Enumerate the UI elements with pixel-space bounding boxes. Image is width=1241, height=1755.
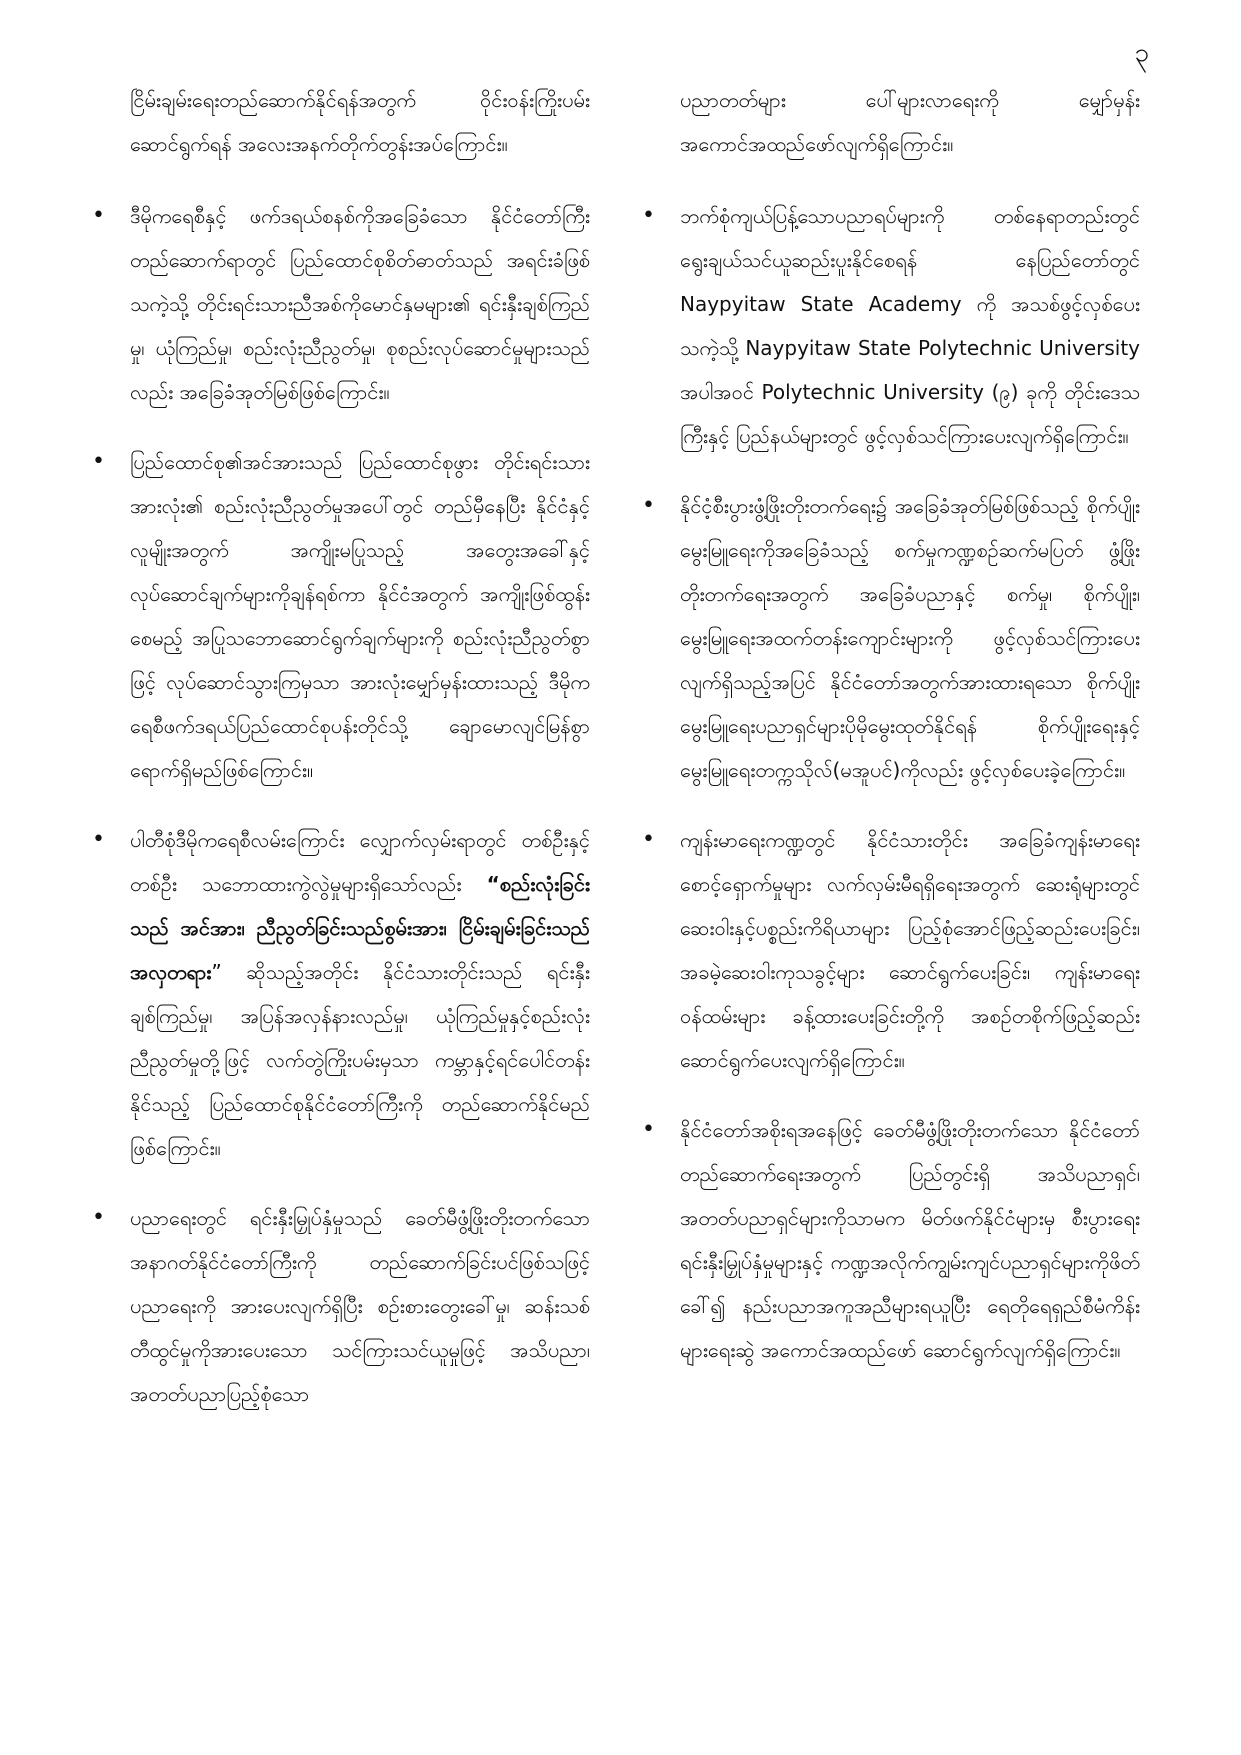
page-number: ၃	[1134, 38, 1149, 68]
bullet-item-multiparty-democracy	[90, 818, 590, 1170]
left-column	[90, 78, 590, 1442]
bullet-text: ဒီမိုကရေစီနှင့် ဖက်ဒရယ်စနစ်ကိုအခြေခံသော နိုင်ငံတော်ကြီးတည်ဆောက်ရာတွင် ပြည်ထောင်စုစိတ်ဓာတ်သည် အရင်းခံဖြစ်သကဲ့သို့ တိုင်းရင်းသားညီအစ်ကိုမောင်နှမများ၏ ရင်းနှီးချစ်ကြည်မှု၊ ယုံကြည်မှု၊ စည်းလုံးညီညွတ်မှု၊ စုစည်းလုပ်ဆောင်မှုများသည်လည်း အခြေခံအုတ်မြစ်ဖြစ်ကြောင်း။	[130, 204, 590, 404]
bullet-text: နိုင်ငံတော်အစိုးရအနေဖြင့် ခေတ်မီဖွံ့ဖြိုးတိုးတက်သော နိုင်ငံတော်တည်ဆောက်ရေးအတွက် ပြည်တွင်းရှိ အသိပညာရှင်၊ အတတ်ပညာရှင်များကိုသာမက မိတ်ဖက်နိုင်ငံများမှ စီးပွားရေးရင်းနှီးမြှုပ်နှံမှုများနှင့် ကဏ္ဍအလိုက်ကျွမ်းကျင်ပညာရှင်များကိုဖိတ်ခေါ်၍ နည်းပညာအကူအညီများရယူပြီး ရေတိုရေရှည်စီမံကိန်းများရေးဆွဲ အကောင်အထည်ဖော် ဆောင်ရွက်လျက်ရှိကြောင်း။	[680, 1118, 1140, 1362]
bullet-icon: •	[642, 827, 655, 852]
continuation-text: ပညာတတ်များ ပေါ်များလာရေးကို မျှော်မှန်းအကောင်အထည်ဖော်လျက်ရှိကြောင်း။	[680, 88, 1140, 156]
bullet-text: ပြည်ထောင်စု၏အင်အားသည် ပြည်ထောင်စုဖွား တိုင်းရင်းသားအားလုံး၏ စည်းလုံးညီညွတ်မှုအပေါ်တွင် တည်မှီနေပြီး နိုင်ငံနှင့်လူမျိုးအတွက် အကျိုးမပြုသည့် အတွေးအခေါ်နှင့် လုပ်ဆောင်ချက်များကိုချန်ရစ်ကာ နိုင်ငံအတွက် အကျိုးဖြစ်ထွန်းစေမည့် အပြုသဘောဆောင်ရွက်ချက်များကို စည်းလုံးညီညွတ်စွာဖြင့် လုပ်ဆောင်သွားကြမှသာ အားလုံးမျှော်မှန်းထားသည့် ဒီမိုကရေစီဖက်ဒရယ်ပြည်ထောင်စုပန်းတိုင်သို့ ချောမောလျင်မြန်စွာရောက်ရှိမည်ဖြစ်ကြောင်း။	[130, 450, 590, 782]
bullet-text: ပညာရေးတွင် ရင်းနှီးမြှုပ်နှံမှုသည် ခေတ်မီဖွံ့ဖြိုးတိုးတက်သော အနာဂတ်နိုင်ငံတော်ကြီးကို တည်ဆောက်ခြင်းပင်ဖြစ်သဖြင့် ပညာရေးကို အားပေးလျက်ရှိပြီး စဉ်းစားတွေးခေါ်မှု၊ ဆန်းသစ်တီထွင်မှုကိုအားပေးသော သင်ကြားသင်ယူမှုဖြင့် အသိပညာ၊ အတတ်ပညာပြည့်စုံသော	[130, 1206, 590, 1406]
bullet-item-health	[640, 818, 1140, 1082]
bullet-item-education-investment	[90, 1196, 590, 1416]
continuation-paragraph	[640, 78, 1140, 166]
continuation-paragraph	[90, 78, 590, 166]
bullet-icon: •	[92, 1205, 105, 1230]
bullet-icon: •	[92, 203, 105, 228]
bullet-item-democracy-federal	[90, 194, 590, 414]
bullet-text: ကျန်းမာရေးကဏ္ဍတွင် နိုင်ငံသားတိုင်း အခြေခံကျန်းမာရေးစောင့်ရှောက်မှုများ လက်လှမ်းမီရရှိရေးအတွက် ဆေးရုံများတွင် ဆေးဝါးနှင့်ပစ္စည်းကိရိယာများ ပြည့်စုံအောင်ဖြည့်ဆည်းပေးခြင်း၊ အခမဲ့ဆေးဝါးကုသခွင့်များ ဆောင်ရွက်ပေးခြင်း၊ ကျန်းမာရေးဝန်ထမ်းများ ခန့်ထားပေးခြင်းတို့ကို အစဉ်တစိုက်ဖြည့်ဆည်းဆောင်ရွက်ပေးလျက်ရှိကြောင်း။	[680, 828, 1140, 1072]
bullet-icon: •	[642, 203, 655, 228]
bullet-item-government-experts	[640, 1108, 1140, 1372]
bullet-text: ဘက်စုံကျယ်ပြန့်သောပညာရပ်များကို တစ်နေရာတည်းတွင် ရွေးချယ်သင်ယူဆည်းပူးနိုင်စေရန် နေပြည်တော်တွင် Naypyitaw State Academy ကို အသစ်ဖွင့်လှစ်ပေးသကဲ့သို့ Naypyitaw State Polytechnic University အပါအဝင် Polytechnic University (၉) ခုကို တိုင်းဒေသကြီးနှင့် ပြည်နယ်များတွင် ဖွင့်လှစ်သင်ကြားပေးလျက်ရှိကြောင်း။	[680, 204, 1140, 448]
bold-quote: “စည်းလုံးခြင်းသည် အင်အား၊ ညီညွတ်ခြင်းသည်စွမ်းအား၊ ငြိမ်းချမ်းခြင်းသည် အလှတရား	[130, 872, 590, 984]
bullet-icon: •	[92, 827, 105, 852]
bullet-text-before: ပါတီစုံဒီမိုကရေစီလမ်းကြောင်း လျှောက်လှမ်းရာတွင် တစ်ဦးနှင့်တစ်ဦး သဘောထားကွဲလွဲမှုများရှိသော်လည်း	[130, 828, 590, 896]
continuation-text: ငြိမ်းချမ်းရေးတည်ဆောက်နိုင်ရန်အတွက် ဝိုင်းဝန်းကြိုးပမ်းဆောင်ရွက်ရန် အလေးအနက်တိုက်တွန်းအပ်ကြောင်း။	[130, 88, 590, 156]
bullet-icon: •	[92, 449, 105, 474]
bullet-text-after: ” ဆိုသည့်အတိုင်း နိုင်ငံသားတိုင်းသည် ရင်းနှီးချစ်ကြည်မှု၊ အပြန်အလှန်နားလည်မှု၊ ယုံကြည်မှုနှင့်စည်းလုံးညီညွတ်မှုတို့ဖြင့် လက်တွဲကြိုးပမ်းမှသာ ကမ္ဘာနှင့်ရင်ပေါင်တန်းနိုင်သည့် ပြည်ထောင်စုနိုင်ငံတော်ကြီးကို တည်ဆောက်နိုင်မည်ဖြစ်ကြောင်း။	[130, 960, 590, 1160]
right-column	[640, 78, 1140, 1398]
bullet-text: နိုင်ငံ့စီးပွားဖွံ့ဖြိုးတိုးတက်ရေး၌ အခြေခံအုတ်မြစ်ဖြစ်သည့် စိုက်ပျိုးမွေးမြူရေးကိုအခြေခံသည့် စက်မှုကဏ္ဍစဉ်ဆက်မပြတ် ဖွံ့ဖြိုးတိုးတက်ရေးအတွက် အခြေခံပညာနှင့် စက်မှု၊ စိုက်ပျိုး၊ မွေးမြူရေးအထက်တန်းကျောင်းများကို ဖွင့်လှစ်သင်ကြားပေးလျက်ရှိသည့်အပြင် နိုင်ငံတော်အတွက်အားထားရသော စိုက်ပျိုးမွေးမြူရေးပညာရှင်များပိုမိုမွေးထုတ်နိုင်ရန် စိုက်ပျိုးရေးနှင့် မွေးမြူရေးတက္ကသိုလ်(မအူပင်)ကိုလည်း ဖွင့်လှစ်ပေးခဲ့ကြောင်း။	[680, 494, 1140, 782]
bullet-item-state-academy	[640, 194, 1140, 458]
bullet-icon: •	[642, 1117, 655, 1142]
bullet-item-agriculture	[640, 484, 1140, 792]
bullet-item-union-strength	[90, 440, 590, 792]
bullet-icon: •	[642, 493, 655, 518]
